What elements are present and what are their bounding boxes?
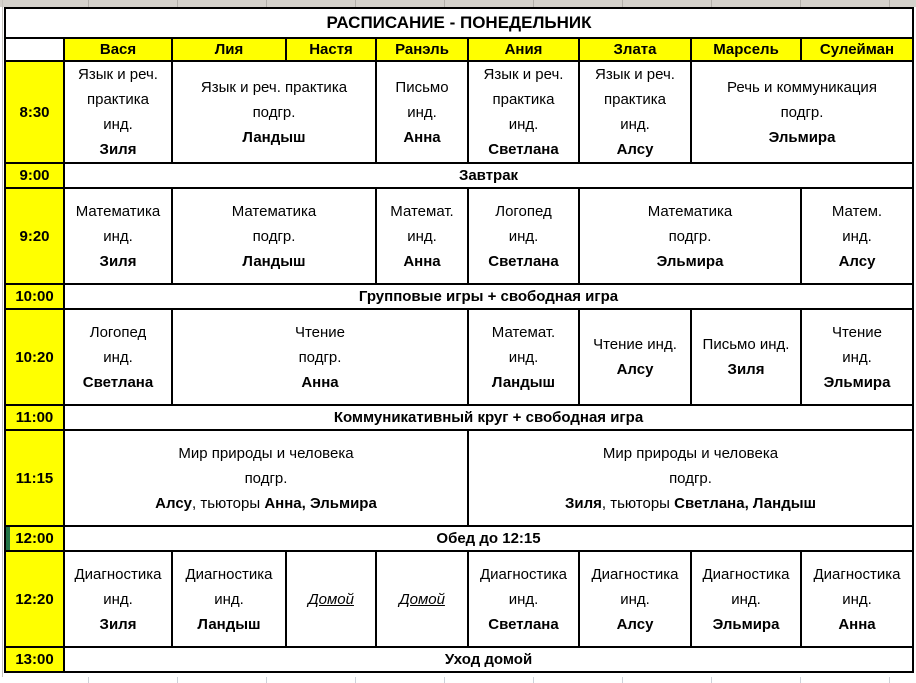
- teacher-line: Анна: [838, 615, 876, 633]
- banner-cell[interactable]: Завтрак: [64, 163, 913, 188]
- lesson-line: инд.: [508, 116, 539, 133]
- teacher-line: Алсу: [616, 615, 654, 633]
- time-cell[interactable]: 11:15: [5, 430, 64, 526]
- lesson-row: [5, 188, 913, 284]
- teacher-line: Анна: [403, 252, 441, 270]
- lesson-line: Логопед: [89, 323, 147, 341]
- lesson-line: Чтение инд.: [593, 336, 677, 353]
- teacher-line: Светлана: [488, 141, 559, 158]
- teacher-line: Светлана: [488, 252, 559, 270]
- corner-cell[interactable]: [5, 38, 64, 61]
- time-cell[interactable]: 11:00: [5, 405, 64, 430]
- spreadsheet-gridline-left: [2, 0, 3, 683]
- home-cell[interactable]: [376, 551, 468, 647]
- teacher-line: Светлана: [82, 373, 154, 391]
- lesson-cell[interactable]: [691, 309, 801, 405]
- teacher-line: Анна: [301, 373, 339, 391]
- time-cell[interactable]: 10:20: [5, 309, 64, 405]
- lesson-line: инд.: [103, 227, 133, 245]
- teacher-line: Ландыш: [197, 615, 261, 633]
- teacher-line: Зиля, тьюторы Светлана, Ландыш: [564, 494, 817, 512]
- lesson-line: Математ.: [491, 323, 556, 341]
- lesson-line: Язык и реч.: [78, 66, 158, 83]
- lesson-line: Математика: [647, 202, 733, 220]
- time-cell[interactable]: 9:00: [5, 163, 64, 188]
- lesson-line: Матем.: [831, 202, 883, 220]
- banner-row: [5, 405, 913, 430]
- lesson-cell[interactable]: [64, 430, 468, 526]
- teacher-line: Алсу: [616, 141, 654, 158]
- lesson-cell[interactable]: [801, 188, 913, 284]
- lesson-line: Математика: [75, 202, 161, 220]
- time-cell[interactable]: 13:00: [5, 647, 64, 672]
- lesson-line: подгр.: [252, 227, 296, 245]
- banner-row: [5, 647, 913, 672]
- lesson-cell[interactable]: [579, 309, 691, 405]
- lesson-line: Речь и коммуникация: [727, 78, 877, 96]
- lesson-line: инд.: [103, 348, 133, 366]
- student-header-3[interactable]: Настя: [286, 38, 376, 61]
- lesson-cell[interactable]: [579, 61, 691, 163]
- lesson-cell[interactable]: [64, 61, 172, 163]
- student-header-2[interactable]: Лия: [172, 38, 286, 61]
- lesson-cell[interactable]: [579, 551, 691, 647]
- student-header-row: [5, 38, 913, 61]
- lesson-line: Математика: [231, 202, 317, 220]
- lesson-line: Мир природы и человека: [178, 444, 354, 462]
- banner-cell[interactable]: Групповые игры + свободная игра: [64, 284, 913, 309]
- lesson-line: инд.: [731, 590, 761, 608]
- lesson-line: инд.: [407, 103, 437, 121]
- lesson-line: инд.: [842, 227, 872, 245]
- time-cell[interactable]: 9:20: [5, 188, 64, 284]
- time-cell[interactable]: 8:30: [5, 61, 64, 163]
- lesson-cell[interactable]: [376, 61, 468, 163]
- banner-row: [5, 526, 913, 551]
- banner-cell[interactable]: Обед до 12:15: [64, 526, 913, 551]
- lesson-cell[interactable]: [468, 188, 579, 284]
- lesson-cell[interactable]: [172, 188, 376, 284]
- lesson-cell[interactable]: [172, 309, 468, 405]
- student-header-5[interactable]: Ания: [468, 38, 579, 61]
- teacher-line: Зиля: [727, 361, 765, 378]
- teacher-line: Эльмира: [768, 128, 836, 146]
- student-header-1[interactable]: Вася: [64, 38, 172, 61]
- lesson-cell[interactable]: [172, 61, 376, 163]
- teacher-line: Зиля: [99, 252, 137, 270]
- lesson-line: Диагностика: [185, 565, 273, 583]
- lesson-line: практика: [492, 91, 555, 108]
- teacher-line: Анна: [403, 128, 441, 146]
- spreadsheet-gridlines-bottom: [0, 677, 916, 683]
- lesson-cell[interactable]: [64, 551, 172, 647]
- page-title[interactable]: РАСПИСАНИЕ - ПОНЕДЕЛЬНИК: [5, 8, 913, 38]
- lesson-cell[interactable]: [468, 551, 579, 647]
- lesson-cell[interactable]: [468, 309, 579, 405]
- lesson-cell[interactable]: [579, 188, 801, 284]
- teacher-line: Светлана: [488, 615, 559, 633]
- lesson-cell[interactable]: [468, 430, 913, 526]
- lesson-line: практика: [86, 91, 150, 108]
- lesson-cell[interactable]: [468, 61, 579, 163]
- student-header-6[interactable]: Злата: [579, 38, 691, 61]
- lesson-line: Диагностика: [702, 565, 790, 583]
- lesson-line: инд.: [508, 348, 539, 366]
- lesson-line: инд.: [508, 590, 539, 608]
- lesson-line: Диагностика: [480, 565, 567, 583]
- spreadsheet-gridlines-top: [0, 0, 916, 7]
- lesson-line: инд.: [620, 590, 650, 608]
- lesson-line: Чтение: [831, 323, 883, 341]
- lesson-line: Язык и реч.: [595, 66, 675, 83]
- student-header-8[interactable]: Сулейман: [801, 38, 913, 61]
- teacher-line: Эльмира: [656, 252, 724, 270]
- teacher-line: Алсу: [616, 361, 654, 378]
- lesson-line: Диагностика: [74, 565, 162, 583]
- home-label: Домой: [399, 590, 445, 608]
- lesson-line: подгр.: [668, 227, 712, 245]
- lesson-cell[interactable]: [376, 188, 468, 284]
- title-row: [5, 8, 913, 38]
- teacher-line: Алсу, тьюторы Анна, Эльмира: [155, 494, 377, 512]
- banner-cell[interactable]: Коммуникативный круг + свободная игра: [64, 405, 913, 430]
- lesson-line: инд.: [103, 590, 133, 608]
- teacher-line: Алсу: [838, 252, 876, 270]
- lesson-line: Логопед: [495, 202, 552, 220]
- lesson-cell[interactable]: [801, 309, 913, 405]
- lesson-line: Чтение: [294, 323, 346, 341]
- lesson-line: инд.: [842, 348, 872, 366]
- lesson-line: Математ.: [390, 202, 454, 220]
- banner-cell[interactable]: Уход домой: [64, 647, 913, 672]
- teacher-line: Эльмира: [823, 373, 891, 391]
- lesson-line: подгр.: [298, 348, 342, 366]
- schedule-table: [4, 7, 914, 673]
- lesson-line: подгр.: [252, 103, 296, 121]
- lesson-line: подгр.: [780, 103, 824, 121]
- teacher-line: Ландыш: [242, 252, 306, 270]
- lesson-row: [5, 430, 913, 526]
- teacher-line: Зиля: [99, 615, 137, 633]
- lesson-row: [5, 61, 913, 163]
- lesson-line: инд.: [842, 590, 872, 608]
- lesson-cell[interactable]: [691, 61, 913, 163]
- lesson-line: Письмо инд.: [702, 336, 790, 353]
- lesson-cell[interactable]: [64, 188, 172, 284]
- student-header-7[interactable]: Марсель: [691, 38, 801, 61]
- lesson-line: Мир природы и человека: [602, 444, 779, 462]
- lesson-row: [5, 551, 913, 647]
- lesson-cell[interactable]: [691, 551, 801, 647]
- lesson-cell[interactable]: [801, 551, 913, 647]
- lesson-line: инд.: [620, 116, 650, 133]
- lesson-line: подгр.: [244, 469, 288, 487]
- teacher-line: Эльмира: [712, 615, 780, 633]
- banner-row: [5, 284, 913, 309]
- lesson-line: инд.: [407, 227, 437, 245]
- banner-row: [5, 163, 913, 188]
- lesson-line: инд.: [103, 116, 133, 133]
- lesson-line: Диагностика: [813, 565, 901, 583]
- lesson-line: инд.: [508, 227, 539, 245]
- teacher-line: Зиля: [99, 141, 137, 158]
- home-label: Домой: [308, 590, 354, 608]
- lesson-line: Письмо: [395, 78, 449, 96]
- teacher-line: Ландыш: [242, 128, 306, 146]
- time-cell[interactable]: 10:00: [5, 284, 64, 309]
- lesson-line: практика: [603, 91, 667, 108]
- lesson-cell[interactable]: [64, 309, 172, 405]
- home-cell[interactable]: [286, 551, 376, 647]
- student-header-4[interactable]: Ранэль: [376, 38, 468, 61]
- lesson-line: инд.: [214, 590, 244, 608]
- lesson-line: Язык и реч. практика: [200, 78, 348, 96]
- teacher-line: Ландыш: [491, 373, 556, 391]
- time-cell[interactable]: 12:20: [5, 551, 64, 647]
- lesson-line: подгр.: [669, 469, 712, 487]
- time-cell[interactable]: 12:00: [5, 526, 64, 551]
- lesson-cell[interactable]: [172, 551, 286, 647]
- lesson-line: Язык и реч.: [483, 66, 564, 83]
- lesson-row: [5, 309, 913, 405]
- lesson-line: Диагностика: [591, 565, 679, 583]
